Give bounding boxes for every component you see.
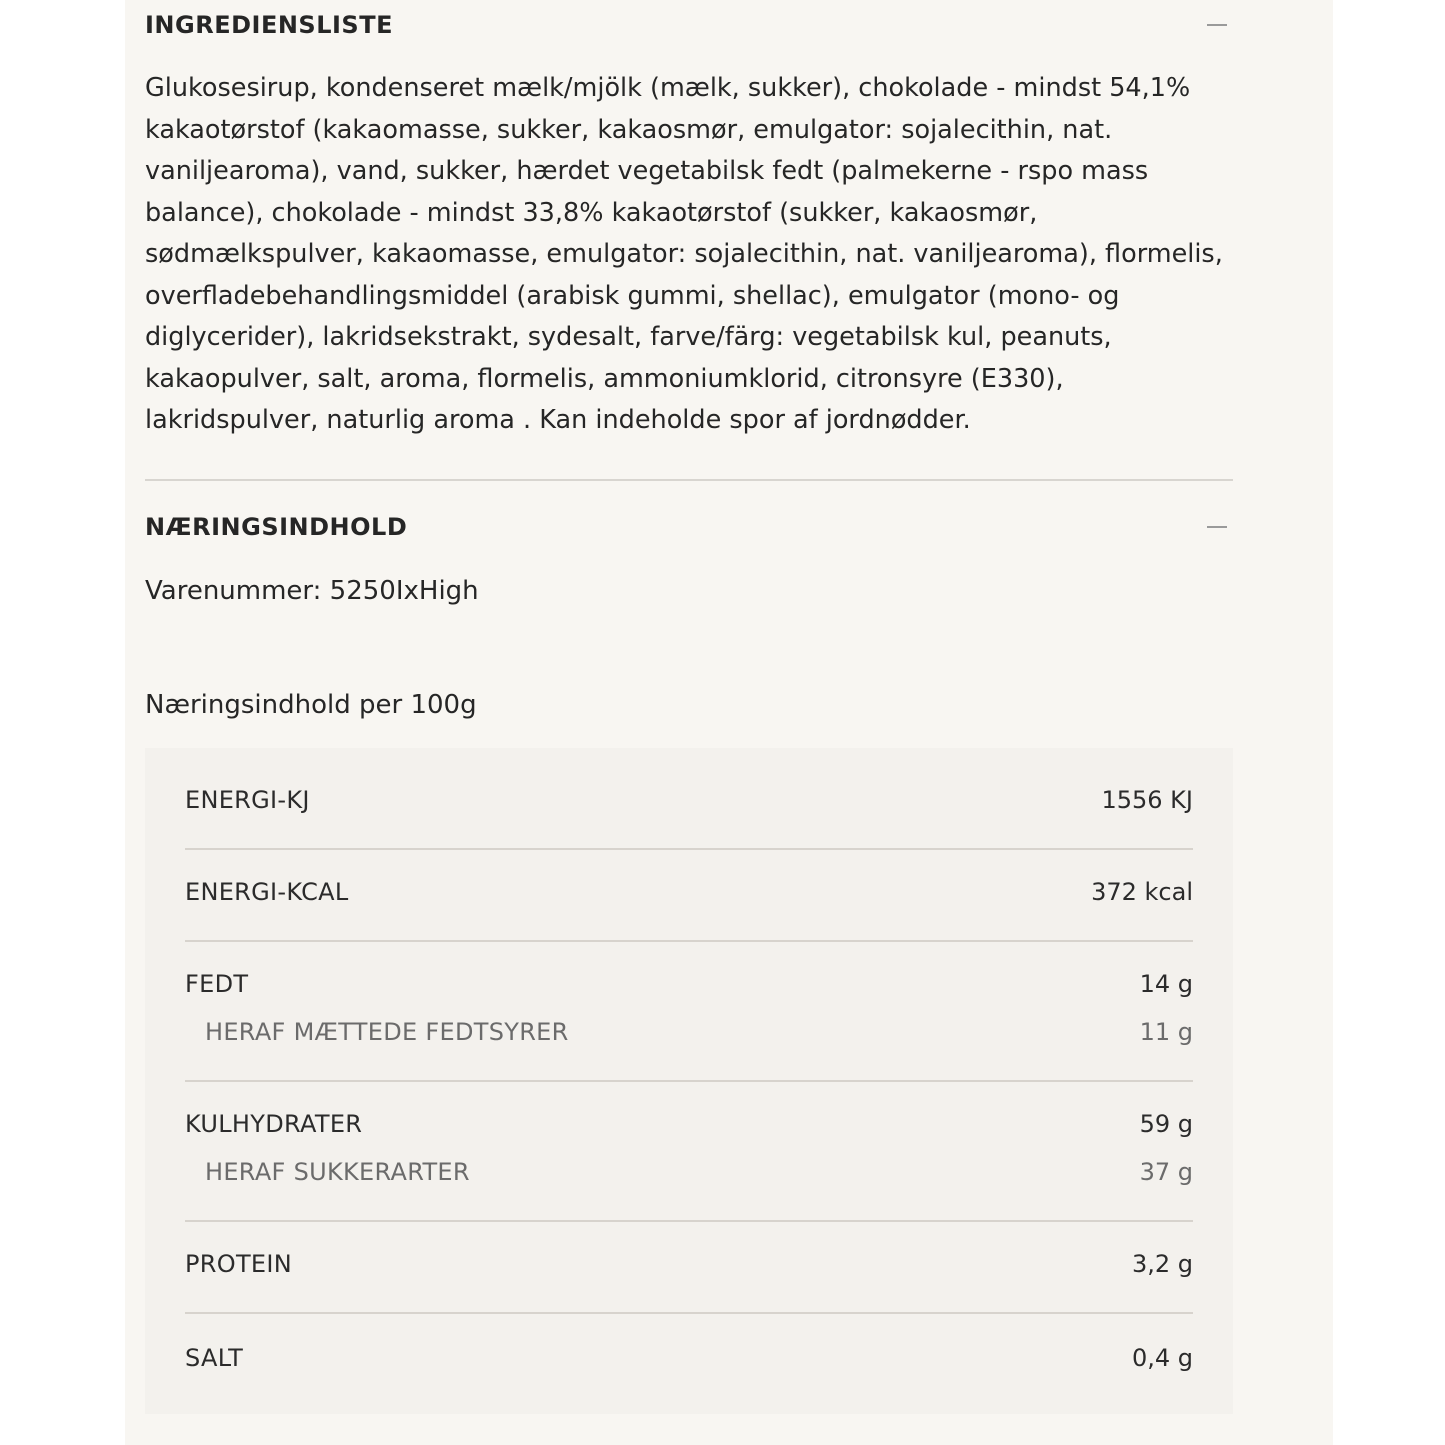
nutrition-table: [145, 748, 1233, 1414]
product-info-panel: [125, 0, 1333, 1445]
nutrition-row-carbohydrates: [185, 1110, 1193, 1138]
section-divider: [145, 479, 1233, 481]
row-divider: [185, 1312, 1193, 1314]
item-number: Varenummer: 5250IxHigh: [145, 576, 479, 606]
row-divider: [185, 848, 1193, 850]
nutrition-value: 0,4 g: [1131, 1344, 1193, 1372]
nutrition-row-sugars: [205, 1158, 1193, 1186]
nutrition-value: 59 g: [1139, 1110, 1193, 1138]
nutrition-section: [145, 502, 1233, 552]
row-divider: [185, 1080, 1193, 1082]
ingredients-section: [145, 0, 1233, 442]
nutrition-label: FEDT: [185, 970, 249, 998]
nutrition-row-protein: [185, 1250, 1193, 1278]
nutrition-sub-label: HERAF SUKKERARTER: [205, 1158, 470, 1186]
ingredients-title: INGREDIENSLISTE: [145, 11, 393, 39]
row-divider: [185, 1220, 1193, 1222]
nutrition-sub-label: HERAF MÆTTEDE FEDTSYRER: [205, 1018, 569, 1046]
nutrition-sub-value: 37 g: [1139, 1158, 1193, 1186]
nutrition-row-saturated-fat: [205, 1018, 1193, 1046]
nutrition-sub-value: 11 g: [1139, 1018, 1193, 1046]
nutrition-value: 14 g: [1139, 970, 1193, 998]
nutrition-value: 3,2 g: [1131, 1250, 1193, 1278]
nutrition-value: 1556 KJ: [1101, 786, 1193, 814]
minus-icon[interactable]: [1207, 24, 1227, 26]
nutrition-label: ENERGI-KCAL: [185, 878, 349, 906]
ingredients-accordion-header[interactable]: [145, 0, 1233, 50]
nutrition-title: NÆRINGSINDHOLD: [145, 513, 408, 541]
nutrition-label: PROTEIN: [185, 1250, 292, 1278]
nutrition-per-100g-label: Næringsindhold per 100g: [145, 690, 477, 720]
minus-icon[interactable]: [1207, 526, 1227, 528]
nutrition-accordion-header[interactable]: [145, 502, 1233, 552]
nutrition-label: KULHYDRATER: [185, 1110, 363, 1138]
nutrition-row-salt: [185, 1344, 1193, 1372]
nutrition-row-energy-kcal: [185, 878, 1193, 906]
nutrition-label: ENERGI-KJ: [185, 786, 310, 814]
row-divider: [185, 940, 1193, 942]
nutrition-value: 372 kcal: [1091, 878, 1193, 906]
nutrition-label: SALT: [185, 1344, 244, 1372]
ingredients-text: Glukosesirup, kondenseret mælk/mjölk (mælk, sukker), chokolade - mindst 54,1% kakaotørstof (kakaomasse, sukker, kakaosmør, emulgator: sojalecithin, nat. vaniljearoma), vand, sukker, hærdet vegetabilsk fedt (palmekerne - rspo mass balance), chokolade - mindst 33,8% kakaotørstof (sukker, kakaosmør, sødmælkspulver, kakaomasse, emulgator: sojalecithin, nat. vaniljearoma), flormelis, overfladebehandlingsmiddel (arabisk gummi, shellac), emulgator (mono- og diglycerider), lakridsekstrakt, sydesalt, farve/färg: vegetabilsk kul, peanuts, kakaopulver, salt, aroma, flormelis, ammoniumklorid, citronsyre (E330), lakridspulver, naturlig aroma . Kan indeholde spor af jordnødder.: [145, 73, 1223, 435]
nutrition-row-energy-kj: [185, 786, 1193, 814]
nutrition-row-fat: [185, 970, 1193, 998]
